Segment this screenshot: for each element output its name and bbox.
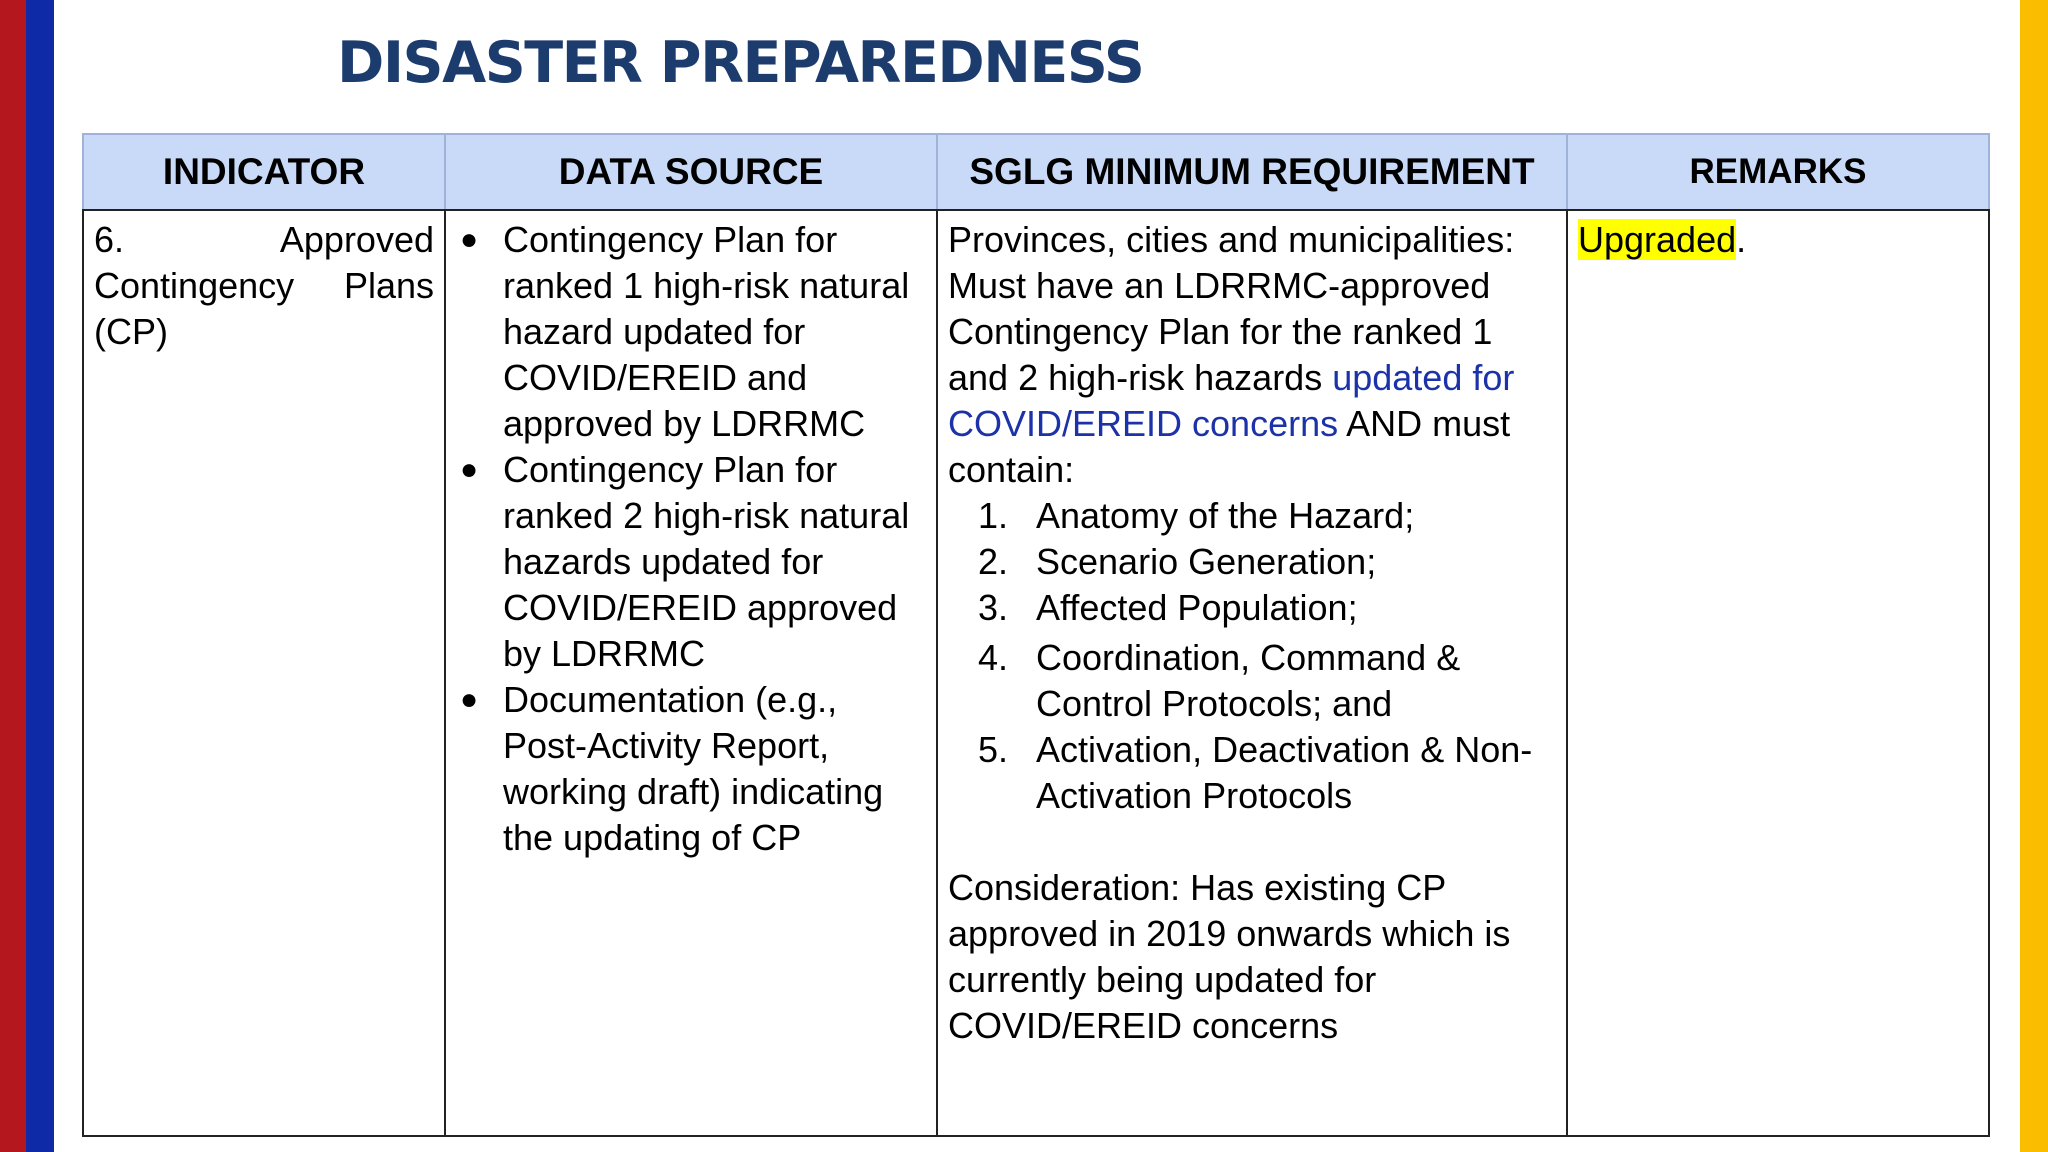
indicator-line-2: Contingency Plans xyxy=(94,265,434,306)
requirement-covid-note: updated for COVID/EREID concerns xyxy=(948,357,1515,444)
list-item: 5. Activation, Deactivation & Non- Activation Protocols xyxy=(978,729,1533,816)
requirement-cell xyxy=(937,210,1567,1136)
indicator-line-1: 6. Approved xyxy=(94,219,434,260)
list-item: ● Contingency Plan for ranked 2 high-risk natural hazards updated for COVID/EREID approved by LDRRMC xyxy=(460,449,910,674)
bullet-icon: ● xyxy=(460,453,479,486)
left-red-stripe xyxy=(0,0,26,1152)
list-item: 3. Affected Population; xyxy=(978,587,1358,628)
requirement-list xyxy=(948,493,1556,819)
header-row xyxy=(83,134,1989,210)
remarks-highlight: Upgraded xyxy=(1578,219,1737,260)
bullet-icon: ● xyxy=(460,683,479,716)
indicator-line-3: (CP) xyxy=(94,311,168,352)
left-blue-stripe xyxy=(26,0,54,1152)
indicator-cell xyxy=(83,210,445,1136)
header-remarks: REMARKS xyxy=(1567,134,1989,210)
data-source-list xyxy=(456,217,926,861)
list-item: ● Contingency Plan for ranked 1 high-risk natural hazard updated for COVID/EREID and approved by LDRRMC xyxy=(460,219,910,444)
requirements-table xyxy=(82,133,1990,1137)
right-yellow-stripe xyxy=(2020,0,2048,1152)
remarks-suffix: . xyxy=(1736,219,1747,260)
remarks-cell xyxy=(1567,210,1989,1136)
slide-title: DISASTER PREPAREDNESS xyxy=(337,30,1144,96)
list-item: 4. Coordination, Command & Control Protocols; and xyxy=(978,637,1461,724)
header-sglg-requirement: SGLG MINIMUM REQUIREMENT xyxy=(937,134,1567,210)
table-row xyxy=(83,210,1989,1136)
list-item: 2. Scenario Generation; xyxy=(978,541,1377,582)
bullet-icon: ● xyxy=(460,223,479,256)
requirement-consideration: Consideration: Has existing CP approved in 2019 onwards which is currently being updated for COVID/EREID concerns xyxy=(948,867,1511,1046)
header-data-source: DATA SOURCE xyxy=(445,134,937,210)
list-item: 1. Anatomy of the Hazard; xyxy=(978,495,1415,536)
header-indicator: INDICATOR xyxy=(83,134,445,210)
data-source-cell xyxy=(445,210,937,1136)
requirement-intro: Provinces, cities and municipalities: Must have an LDRRMC-approved Contingency Plan for the ranked 1 and 2 high-risk hazards updated for COVID/EREID concerns AND must contain: xyxy=(948,219,1515,490)
list-item: ● Documentation (e.g., Post-Activity Report, working draft) indicating the updating of CP xyxy=(460,679,884,858)
